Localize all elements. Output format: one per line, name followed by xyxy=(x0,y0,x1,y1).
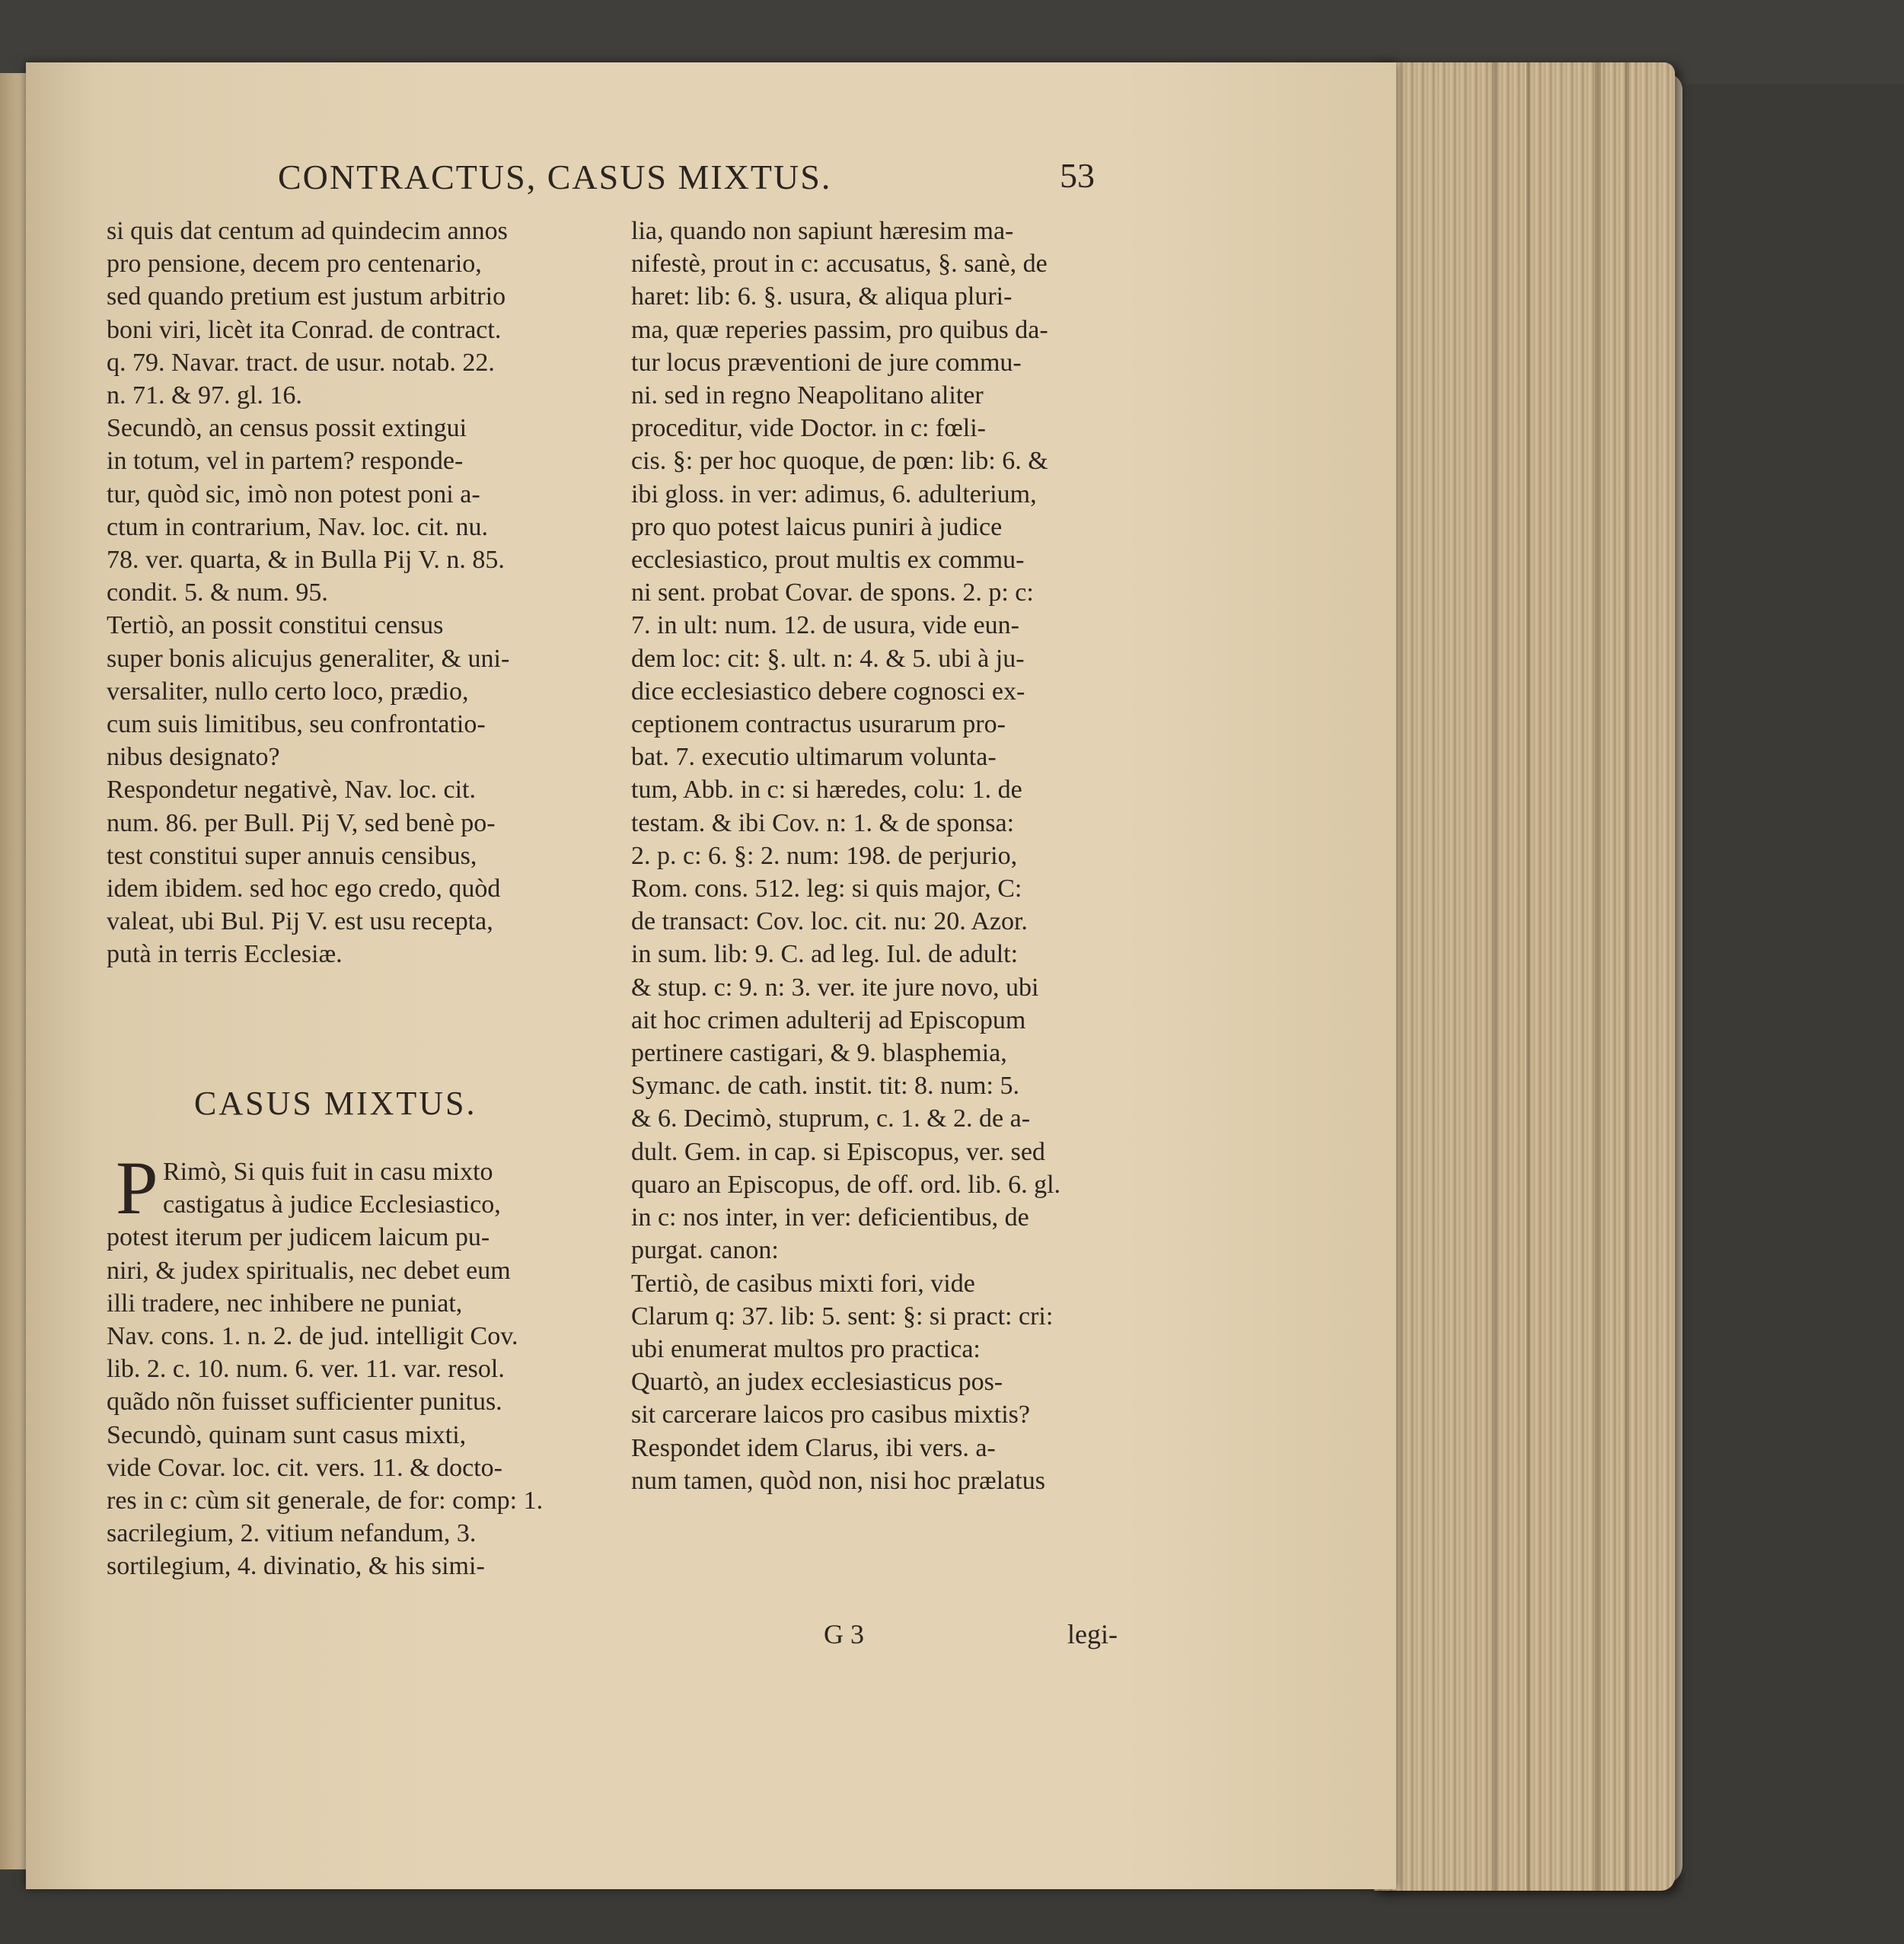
text-line: cum suis limitibus, seu confrontatio- xyxy=(107,710,486,739)
text-line: si quis dat centum ad quindecim annos xyxy=(107,217,508,245)
text-line: lib. 2. c. 10. num. 6. ver. 11. var. resol. xyxy=(107,1355,505,1384)
text-line: ma, quæ reperies passim, pro quibus da- xyxy=(631,315,1048,344)
text-line: bat. 7. executio ultimarum volunta- xyxy=(631,743,997,772)
text-line: ecclesiastico, prout multis ex commu- xyxy=(631,546,1025,575)
text-line: n. 71. & 97. gl. 16. xyxy=(107,381,302,410)
text-line: dem loc: cit: §. ult. n: 4. & 5. ubi à ju- xyxy=(631,644,1025,673)
text-line: num. 86. per Bull. Pij V, sed benè po- xyxy=(107,808,496,837)
text-line: nibus designato? xyxy=(107,743,280,772)
text-line: sacrilegium, 2. vitium nefandum, 3. xyxy=(107,1519,477,1548)
text-line: ait hoc crimen adulterij ad Episcopum xyxy=(631,1005,1026,1034)
text-line: niri, & judex spiritualis, nec debet eum xyxy=(107,1256,511,1285)
text-line: pro quo potest laicus puniri à judice xyxy=(631,512,1003,541)
text-line: test constitui super annuis censibus, xyxy=(107,841,477,870)
page-number: 53 xyxy=(1060,156,1095,195)
text-line: in sum. lib: 9. C. ad leg. Iul. de adult: xyxy=(631,940,1019,969)
text-line: castigatus à judice Ecclesiastico, xyxy=(163,1190,501,1219)
text-line: putà in terris Ecclesiæ. xyxy=(107,940,343,969)
text-line: de transact: Cov. loc. cit. nu: 20. Azor. xyxy=(631,907,1028,936)
text-line: tur locus præventioni de jure commu- xyxy=(631,348,1022,377)
text-line: dice ecclesiastico debere cognosci ex- xyxy=(631,677,1025,706)
text-line: boni viri, licèt ita Conrad. de contract. xyxy=(107,315,502,344)
text-line: proceditur, vide Doctor. in c: fœli- xyxy=(631,414,987,443)
text-line: pro pensione, decem pro centenario, xyxy=(107,250,482,279)
text-line: versaliter, nullo certo loco, prædio, xyxy=(107,677,469,706)
text-line: condit. 5. & num. 95. xyxy=(107,578,328,607)
text-line: valeat, ubi Bul. Pij V. est usu recepta, xyxy=(107,907,493,936)
text-line: Rom. cons. 512. leg: si quis major, C: xyxy=(631,875,1022,903)
text-line: Symanc. de cath. instit. tit: 8. num: 5. xyxy=(631,1072,1019,1101)
text-line: illi tradere, nec inhibere ne puniat, xyxy=(107,1289,463,1318)
text-line: ctum in contrarium, Nav. loc. cit. nu. xyxy=(107,512,489,541)
text-line: Respondetur negativè, Nav. loc. cit. xyxy=(107,776,476,805)
text-line: quãdo nõn fuisset sufficienter punitus. xyxy=(107,1388,502,1417)
right-column xyxy=(631,215,1134,1497)
text-line: 7. in ult: num. 12. de usura, vide eun- xyxy=(631,611,1019,640)
text-line: num tamen, quòd non, nisi hoc prælatus xyxy=(631,1466,1045,1495)
text-line: & stup. c: 9. n: 3. ver. ite jure novo, ubi xyxy=(631,973,1039,1002)
text-line: ceptionem contractus usurarum pro- xyxy=(631,710,1006,739)
text-line: nifestè, prout in c: accusatus, §. sanè, de xyxy=(631,250,1048,279)
text-line: super bonis alicujus generaliter, & uni- xyxy=(107,644,510,673)
text-line: Secundò, quinam sunt casus mixti, xyxy=(107,1420,467,1449)
text-line: Quartò, an judex ecclesiasticus pos- xyxy=(631,1368,1003,1397)
text-line: ni sent. probat Covar. de spons. 2. p: c: xyxy=(631,578,1034,607)
text-line: testam. & ibi Cov. n: 1. & de sponsa: xyxy=(631,808,1015,837)
text-line: ubi enumerat multos pro practica: xyxy=(631,1334,981,1363)
text-line: sortilegium, 4. divinatio, & his simi- xyxy=(107,1552,485,1581)
text-line: tum, Abb. in c: si hæredes, colu: 1. de xyxy=(631,776,1022,805)
text-line: Rimò, Si quis fuit in casu mixto xyxy=(163,1158,493,1186)
text-line: cis. §: per hoc quoque, de pœn: lib: 6. & xyxy=(631,447,1048,476)
drop-cap: P xyxy=(116,1146,158,1230)
text-line: in totum, vel in partem? responde- xyxy=(107,447,464,476)
text-line: Clarum q: 37. lib: 5. sent: §: si pract: cri: xyxy=(631,1302,1054,1331)
text-line: purgat. canon: xyxy=(631,1236,779,1265)
text-line: in c: nos inter, in ver: deficientibus, de xyxy=(631,1203,1029,1232)
left-column-top xyxy=(107,215,605,971)
text-line: 2. p. c: 6. §: 2. num: 198. de perjurio, xyxy=(631,841,1018,870)
text-line: dult. Gem. in cap. si Episcopus, ver. sed xyxy=(631,1137,1045,1166)
text-line: quaro an Episcopus, de off. ord. lib. 6. gl. xyxy=(631,1170,1061,1199)
text-line: lia, quando non sapiunt hæresim ma- xyxy=(631,217,1014,245)
left-column-bottom xyxy=(107,1146,605,1583)
section-heading: CASUS MIXTUS. xyxy=(194,1085,477,1122)
running-head: CONTRACTUS, CASUS MIXTUS. xyxy=(278,158,832,196)
text-line: Secundò, an census possit extingui xyxy=(107,414,467,443)
text-line: & 6. Decimò, stuprum, c. 1. & 2. de a- xyxy=(631,1104,1031,1133)
text-line: Respondet idem Clarus, ibi vers. a- xyxy=(631,1433,996,1462)
text-line: ibi gloss. in ver: adimus, 6. adulterium, xyxy=(631,480,1037,508)
text-line: Tertiò, de casibus mixti fori, vide xyxy=(631,1269,975,1298)
catchword: legi- xyxy=(1067,1619,1118,1649)
text-line: haret: lib: 6. §. usura, & aliqua pluri- xyxy=(631,282,1013,311)
text-line: tur, quòd sic, imò non potest poni a- xyxy=(107,480,480,508)
text-line: pertinere castigari, & 9. blasphemia, xyxy=(631,1039,1007,1068)
text-line: res in c: cùm sit generale, de for: comp: 1. xyxy=(107,1487,544,1515)
text-line: vide Covar. loc. cit. vers. 11. & docto- xyxy=(107,1453,502,1482)
text-line: ni. sed in regno Neapolitano aliter xyxy=(631,381,984,410)
text-line: potest iterum per judicem laicum pu- xyxy=(107,1223,490,1252)
text-line: Tertiò, an possit constitui census xyxy=(107,611,444,640)
signature-mark: G 3 xyxy=(824,1619,864,1649)
book-fore-edge xyxy=(1374,62,1675,1891)
text-line: idem ibidem. sed hoc ego credo, quòd xyxy=(107,875,501,903)
text-line: sit carcerare laicos pro casibus mixtis? xyxy=(631,1401,1030,1429)
text-line: Nav. cons. 1. n. 2. de jud. intelligit Cov. xyxy=(107,1322,518,1351)
text-line: 78. ver. quarta, & in Bulla Pij V. n. 85. xyxy=(107,546,505,575)
text-line: sed quando pretium est justum arbitrio xyxy=(107,282,506,311)
text-line: q. 79. Navar. tract. de usur. notab. 22. xyxy=(107,348,495,377)
